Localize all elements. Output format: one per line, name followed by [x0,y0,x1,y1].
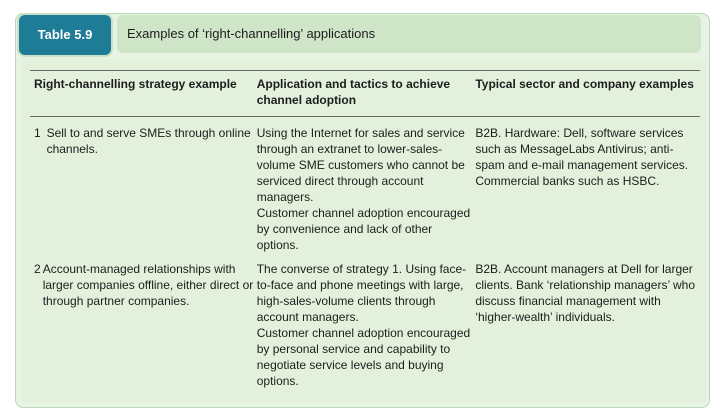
row-number: 2 [34,262,41,276]
application-text: Using the Internet for sales and service through an extranet to lower-sales-volume SME customers who cannot be serviced direct through account managers. [256,126,465,204]
strategy-cell [30,117,257,254]
row-number: 1 [34,126,41,140]
header-strategy: Right-channelling strategy example [30,71,257,117]
application-text: The converse of strategy 1. Using face-to-face and phone meetings with large, high-sales-volume clients through account managers. [256,262,467,324]
table-number-badge: Table 5.9 [19,15,111,55]
adoption-text: Customer channel adoption encouraged by convenience and lack of other options. [256,206,471,252]
application-cell [257,253,476,389]
header-examples: Typical sector and company examples [475,71,700,117]
header-row [30,71,700,117]
application-cell [257,117,476,254]
table-row [30,117,700,254]
adoption-text: Customer channel adoption encouraged by personal service and capability to negotiate service levels and buying options. [256,326,471,388]
table-row [30,253,700,389]
strategy-text: Account-managed relationships with larger companies offline, either direct or through partner companies. [42,262,254,308]
table-caption: Examples of ‘right-channelling’ applications [117,15,701,53]
examples-cell: B2B. Hardware: Dell, software services such as MessageLabs Antivirus; anti-spam and e-mail management services. Commercial banks such as HSBC. [475,126,689,188]
channelling-table [30,70,700,389]
header-application: Application and tactics to achieve channel adoption [257,71,476,117]
strategy-cell [30,253,257,389]
strategy-text: Sell to and serve SMEs through online channels. [46,126,251,156]
examples-cell: B2B. Account managers at Dell for larger clients. Bank ‘relationship managers’ who discuss financial management with ‘higher-wealth’ individuals. [475,262,696,324]
